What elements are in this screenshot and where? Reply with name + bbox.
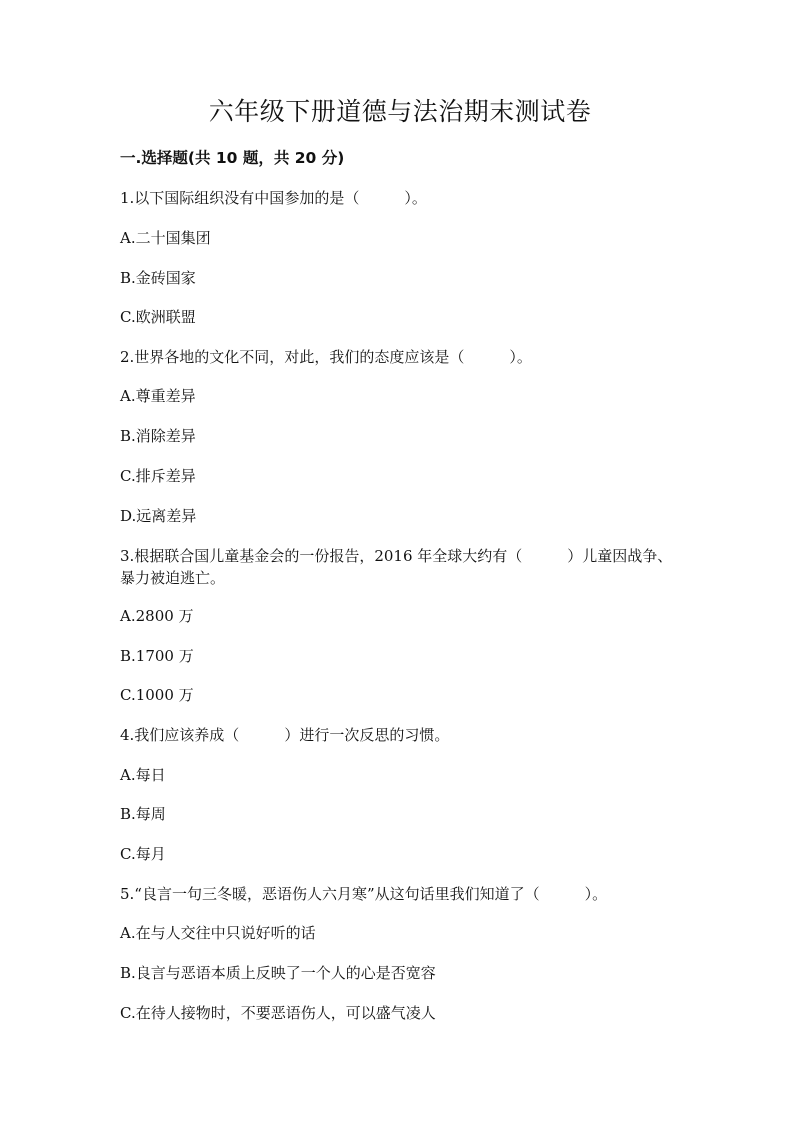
- question-1-option-c: C.欧洲联盟: [120, 308, 196, 326]
- question-5-option-b: B.良言与恶语本质上反映了一个人的心是否宽容: [120, 964, 436, 982]
- question-2-option-c: C.排斥差异: [120, 467, 196, 485]
- question-4-option-a: A.每日: [120, 766, 166, 784]
- question-5-stem: 5.“良言一句三冬暖，恶语伤人六月寒”从这句话里我们知道了（ ）。: [120, 885, 608, 903]
- question-2-option-b: B.消除差异: [120, 427, 196, 445]
- question-1-stem: 1.以下国际组织没有中国参加的是（ ）。: [120, 189, 427, 207]
- question-2-stem: 2.世界各地的文化不同，对此，我们的态度应该是（ ）。: [120, 348, 532, 366]
- section-heading: 一.选择题(共 10 题，共 20 分): [120, 149, 345, 167]
- question-3-option-b: B.1700 万: [120, 647, 194, 665]
- question-2-option-a: A.尊重差异: [120, 387, 196, 405]
- question-3-option-c: C.1000 万: [120, 686, 194, 704]
- page-title: 六年级下册道德与法治期末测试卷: [208, 97, 592, 126]
- question-1-option-b: B.金砖国家: [120, 269, 196, 287]
- question-1-option-a: A.二十国集团: [120, 229, 211, 247]
- question-2-option-d: D.远离差异: [120, 507, 197, 525]
- question-4-stem: 4.我们应该养成（ ）进行一次反思的习惯。: [120, 726, 450, 744]
- question-3-option-a: A.2800 万: [120, 607, 194, 625]
- question-5-option-a: A.在与人交往中只说好听的话: [120, 924, 316, 942]
- question-4-option-c: C.每月: [120, 845, 166, 863]
- question-3-stem: 3.根据联合国儿童基金会的一份报告，2016 年全球大约有（ ）儿童因战争、暴力被迫逃亡。: [120, 547, 673, 587]
- question-4-option-b: B.每周: [120, 805, 166, 823]
- question-5-option-c: C.在待人接物时，不要恶语伤人，可以盛气凌人: [120, 1004, 436, 1022]
